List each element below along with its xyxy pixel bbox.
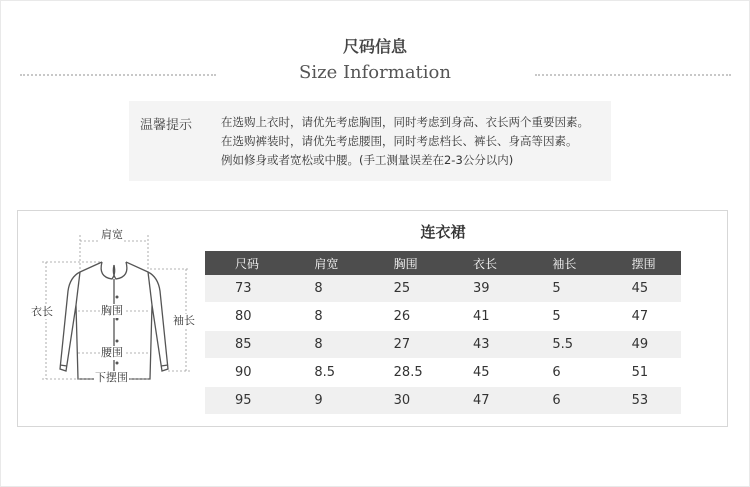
cell-shoulder: 9 bbox=[284, 387, 363, 415]
cell-sleeve: 5 bbox=[522, 275, 601, 303]
cell-hem: 53 bbox=[602, 387, 681, 415]
cell-length: 47 bbox=[443, 387, 522, 415]
cell-chest: 27 bbox=[364, 331, 443, 359]
table-row bbox=[205, 359, 681, 387]
tips-text bbox=[221, 113, 611, 170]
cell-sleeve: 5.5 bbox=[522, 331, 601, 359]
cell-hem: 45 bbox=[602, 275, 681, 303]
cell-hem: 49 bbox=[602, 331, 681, 359]
tips-line-2: 在选购裤装时，请优先考虑腰围，同时考虑档长、裤长、身高等因素。 bbox=[221, 134, 578, 148]
cell-sleeve: 6 bbox=[522, 359, 601, 387]
page-title-en: Size Information bbox=[299, 62, 451, 83]
cell-size: 80 bbox=[205, 303, 284, 331]
page-title-cn: 尺码信息 bbox=[342, 37, 407, 56]
header-length: 衣长 bbox=[443, 251, 522, 275]
cell-size: 85 bbox=[205, 331, 284, 359]
table-row bbox=[205, 331, 681, 359]
table-header-row bbox=[205, 251, 681, 275]
cell-shoulder: 8 bbox=[284, 303, 363, 331]
cell-chest: 26 bbox=[364, 303, 443, 331]
cell-hem: 47 bbox=[602, 303, 681, 331]
cell-sleeve: 5 bbox=[522, 303, 601, 331]
header-shoulder: 肩宽 bbox=[284, 251, 363, 275]
cell-sleeve: 6 bbox=[522, 387, 601, 415]
cell-size: 95 bbox=[205, 387, 284, 415]
table-row bbox=[205, 303, 681, 331]
header-size: 尺码 bbox=[205, 251, 284, 275]
table-row bbox=[205, 275, 681, 303]
garment-diagram bbox=[20, 219, 210, 389]
cell-size: 90 bbox=[205, 359, 284, 387]
sleeve-label: 袖长 bbox=[173, 314, 195, 327]
cell-length: 41 bbox=[443, 303, 522, 331]
tips-panel bbox=[129, 101, 611, 181]
table-row bbox=[205, 387, 681, 415]
chest-label: 胸围 bbox=[101, 304, 123, 317]
divider-right bbox=[535, 74, 731, 76]
cell-chest: 30 bbox=[364, 387, 443, 415]
shoulder-label: 肩宽 bbox=[101, 228, 123, 241]
tips-line-3: 例如修身或者宽松或中腰。(手工测量误差在2-3公分以内) bbox=[221, 153, 514, 167]
cell-length: 45 bbox=[443, 359, 522, 387]
table-title: 连衣裙 bbox=[420, 223, 466, 241]
header-sleeve: 袖长 bbox=[522, 251, 601, 275]
length-label: 衣长 bbox=[31, 305, 53, 318]
cell-shoulder: 8.5 bbox=[284, 359, 363, 387]
cell-length: 43 bbox=[443, 331, 522, 359]
tips-label: 温馨提示 bbox=[140, 118, 193, 133]
cell-hem: 51 bbox=[602, 359, 681, 387]
size-chart-box bbox=[17, 210, 728, 427]
hem-label: 下摆围 bbox=[95, 371, 128, 384]
cell-length: 39 bbox=[443, 275, 522, 303]
cell-chest: 25 bbox=[364, 275, 443, 303]
waist-label: 腰围 bbox=[101, 346, 123, 359]
cell-size: 73 bbox=[205, 275, 284, 303]
cell-shoulder: 8 bbox=[284, 331, 363, 359]
header-chest: 胸围 bbox=[364, 251, 443, 275]
cell-shoulder: 8 bbox=[284, 275, 363, 303]
size-table bbox=[205, 251, 681, 415]
tips-line-1: 在选购上衣时，请优先考虑胸围，同时考虑到身高、衣长两个重要因素。 bbox=[221, 115, 589, 129]
cell-chest: 28.5 bbox=[364, 359, 443, 387]
header-hem: 摆围 bbox=[602, 251, 681, 275]
